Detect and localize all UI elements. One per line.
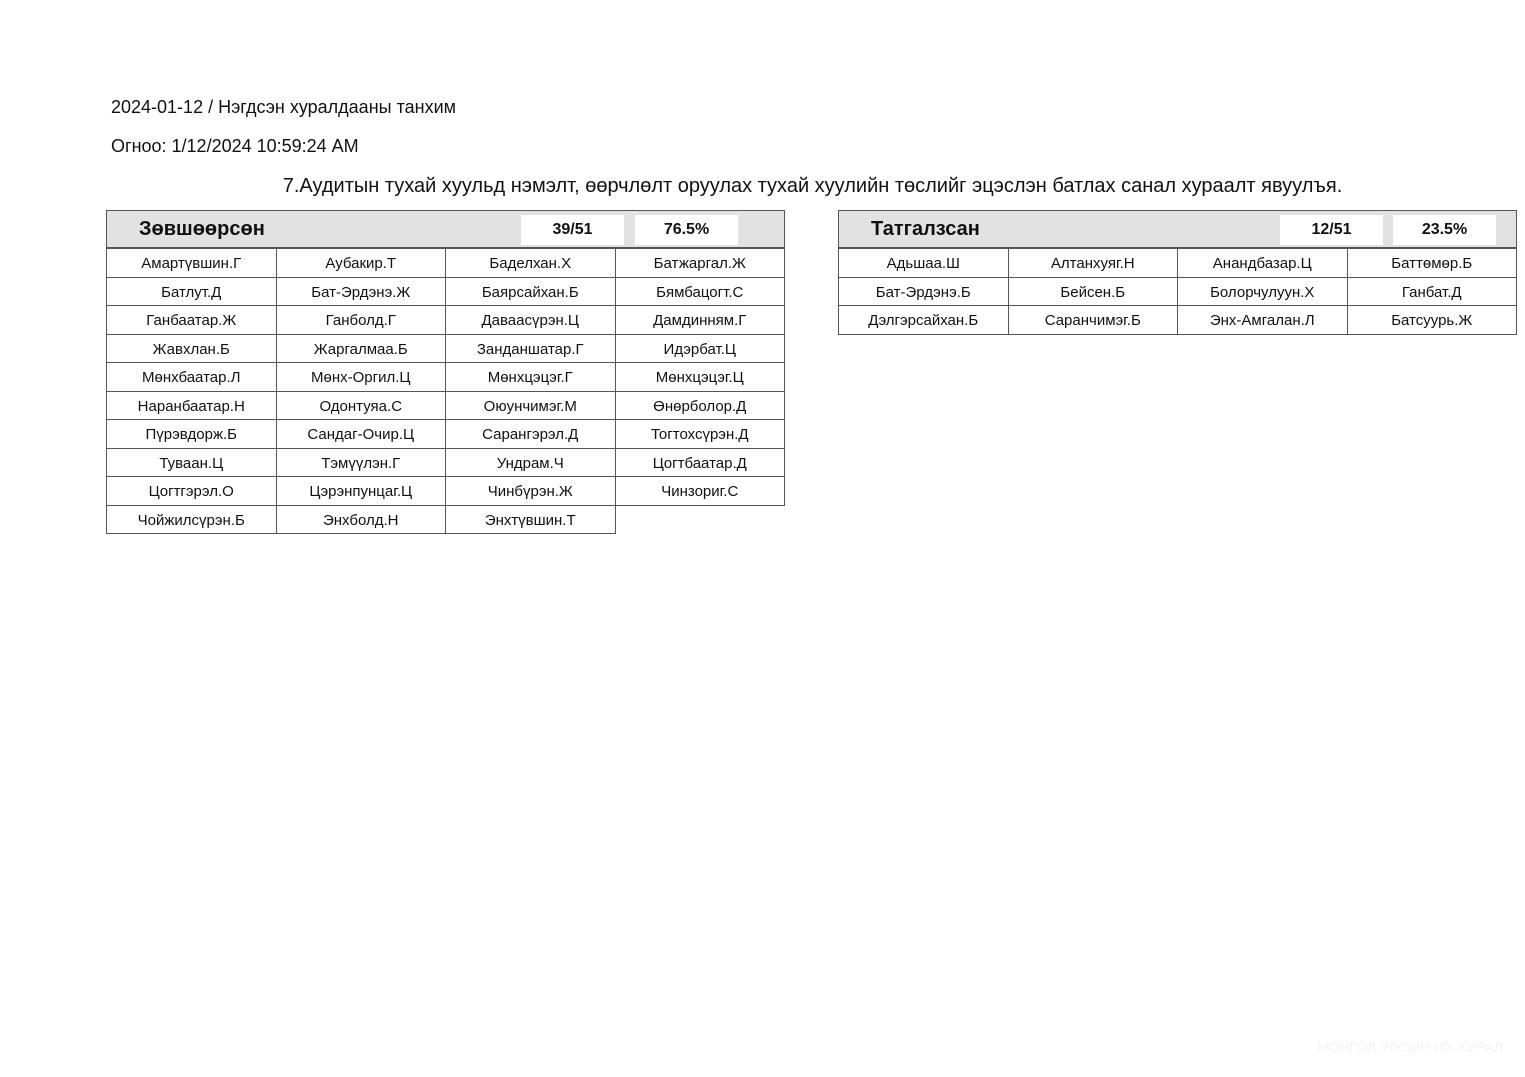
name-cell: Мөнх-Оргил.Ц [276,362,447,392]
rejected-panel [838,210,1517,335]
name-cell: Цогтгэрэл.О [106,476,277,506]
approved-names-table [106,248,785,534]
name-cell: Чойжилсүрэн.Б [106,505,277,535]
name-cell: Ганбат.Д [1347,277,1518,307]
name-cell: Алтанхуяг.Н [1008,248,1179,278]
name-cell: Өнөрболор.Д [615,391,786,421]
name-cell: Чинзориг.С [615,476,786,506]
name-cell: Болорчулуун.Х [1177,277,1348,307]
name-cell: Дэлгэрсайхан.Б [838,305,1009,335]
name-cell: Бат-Эрдэнэ.Ж [276,277,447,307]
name-cell: Жаргалмаа.Б [276,334,447,364]
name-cell: Даваасүрэн.Ц [445,305,616,335]
name-cell: Занданшатар.Г [445,334,616,364]
rejected-header [838,210,1517,248]
name-cell: Туваан.Ц [106,448,277,478]
name-cell: Тогтохсүрэн.Д [615,419,786,449]
name-cell: Энхболд.Н [276,505,447,535]
name-cell: Бямбацогт.С [615,277,786,307]
session-info: 2024-01-12 / Нэгдсэн хуралдааны танхим [111,97,456,117]
name-cell: Дамдинням.Г [615,305,786,335]
name-cell: Баярсайхан.Б [445,277,616,307]
name-cell: Батжаргал.Ж [615,248,786,278]
approved-label: Зөвшөөрсөн [139,218,265,240]
name-cell: Бейсен.Б [1008,277,1179,307]
name-cell: Сандаг-Очир.Ц [276,419,447,449]
name-cell: Цэрэнпунцаг.Ц [276,476,447,506]
name-cell: Мөнхцэцэг.Г [445,362,616,392]
name-cell: Баделхан.Х [445,248,616,278]
watermark: МОНГОЛ УЛСЫН ИХ ХУРАЛ [1316,1039,1503,1055]
name-cell: Ганболд.Г [276,305,447,335]
name-cell: Бат-Эрдэнэ.Б [838,277,1009,307]
name-cell: Оюунчимэг.М [445,391,616,421]
rejected-percent: 23.5% [1393,215,1496,245]
approved-panel [106,210,785,534]
name-cell: Чинбүрэн.Ж [445,476,616,506]
approved-percent: 76.5% [635,215,738,245]
name-cell: Цогтбаатар.Д [615,448,786,478]
name-cell: Энхтүвшин.Т [445,505,616,535]
rejected-label: Татгалзсан [871,218,980,240]
name-cell: Ундрам.Ч [445,448,616,478]
name-cell: Идэрбат.Ц [615,334,786,364]
name-cell: Анандбазар.Ц [1177,248,1348,278]
name-cell: Мөнхбаатар.Л [106,362,277,392]
name-cell: Пүрэвдорж.Б [106,419,277,449]
approved-header [106,210,785,248]
rejected-count: 12/51 [1280,215,1383,245]
name-cell: Амартүвшин.Г [106,248,277,278]
name-cell: Сарангэрэл.Д [445,419,616,449]
name-cell: Одонтуяа.С [276,391,447,421]
name-cell: Жавхлан.Б [106,334,277,364]
name-cell: Ганбаатар.Ж [106,305,277,335]
name-cell: Аубакир.Т [276,248,447,278]
name-cell: Баттөмөр.Б [1347,248,1518,278]
name-cell: Адьшаа.Ш [838,248,1009,278]
name-cell: Тэмүүлэн.Г [276,448,447,478]
name-cell: Батсуурь.Ж [1347,305,1518,335]
name-cell: Батлут.Д [106,277,277,307]
name-cell: Наранбаатар.Н [106,391,277,421]
name-cell: Саранчимэг.Б [1008,305,1179,335]
name-cell: Энх-Амгалан.Л [1177,305,1348,335]
name-cell: Мөнхцэцэг.Ц [615,362,786,392]
vote-title: 7.Аудитын тухай хуульд нэмэлт, өөрчлөлт оруулах тухай хуулийн төслийг эцэслэн батлах санал хураалт явуулъя. [282,175,1343,197]
date-line: Огноо: 1/12/2024 10:59:24 AM [111,136,359,156]
approved-count: 39/51 [521,215,624,245]
rejected-names-table [838,248,1517,335]
